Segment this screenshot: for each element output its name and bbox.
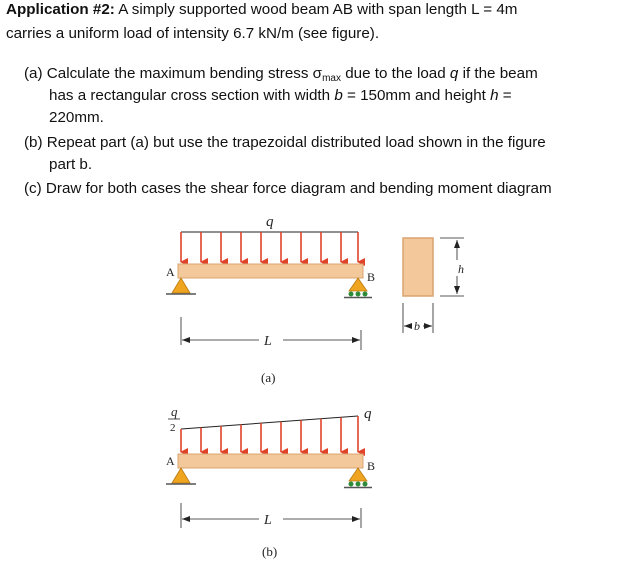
problem-heading-line2: carries a uniform load of intensity 6.7 kN/m (see figure). xyxy=(6,25,380,42)
var-h: h xyxy=(490,87,499,104)
var-q: q xyxy=(449,65,459,82)
roller-wheel xyxy=(349,482,354,487)
pin-support-a xyxy=(172,468,190,483)
caption-b: (b) xyxy=(262,544,278,559)
load-b-right-label: q xyxy=(364,406,372,422)
part-b-line2: part b. xyxy=(49,156,93,173)
beam-b xyxy=(178,454,363,468)
figure-a xyxy=(166,214,464,385)
part-a-text-mid: due to the load xyxy=(340,65,450,82)
roller-wheel xyxy=(349,292,354,297)
caption-a: (a) xyxy=(261,370,276,385)
span-a-label: L xyxy=(264,334,272,349)
part-a-eq: = xyxy=(498,87,512,104)
roller-support-b xyxy=(349,468,367,481)
roller-support-b xyxy=(349,278,367,291)
part-c-line1: (c) Draw for both cases the shear force diagram and bending moment diagram xyxy=(24,180,552,197)
beam-a xyxy=(178,264,363,278)
section-b-label: b xyxy=(414,319,420,333)
cross-section xyxy=(403,238,433,296)
part-b-line1: (b) Repeat part (a) but use the trapezoidal distributed load shown in the figure xyxy=(24,134,546,151)
support-a-label: A xyxy=(166,454,175,468)
part-a-text: (a) Calculate the maximum bending stress σ xyxy=(24,65,323,82)
problem-label: Application #2: xyxy=(6,1,115,18)
part-a-text-rest: if the beam xyxy=(458,65,538,82)
figure-b xyxy=(166,404,375,559)
load-b-left-denominator: 2 xyxy=(170,422,176,434)
var-b: b xyxy=(334,87,343,104)
pin-support-a xyxy=(172,278,190,293)
part-a-width-text: has a rectangular cross section with width xyxy=(49,87,335,104)
support-a-label: A xyxy=(166,265,175,279)
load-b-left-numerator: q xyxy=(171,404,178,419)
part-a-height-text: = 150mm and height xyxy=(342,87,491,104)
roller-wheel xyxy=(356,482,361,487)
load-a-label: q xyxy=(266,214,274,230)
support-b-label: B xyxy=(367,270,376,284)
roller-wheel xyxy=(356,292,361,297)
roller-wheel xyxy=(363,292,368,297)
sigma-subscript: max xyxy=(322,73,341,84)
part-a-line3: 220mm. xyxy=(49,109,104,126)
load-b-top-line xyxy=(181,416,358,429)
support-b-label: B xyxy=(367,459,376,473)
roller-wheel xyxy=(363,482,368,487)
problem-intro-1: A simply supported wood beam AB with span length L = 4m xyxy=(118,1,518,18)
span-b-label: L xyxy=(264,513,272,528)
section-h-label: h xyxy=(458,262,464,276)
